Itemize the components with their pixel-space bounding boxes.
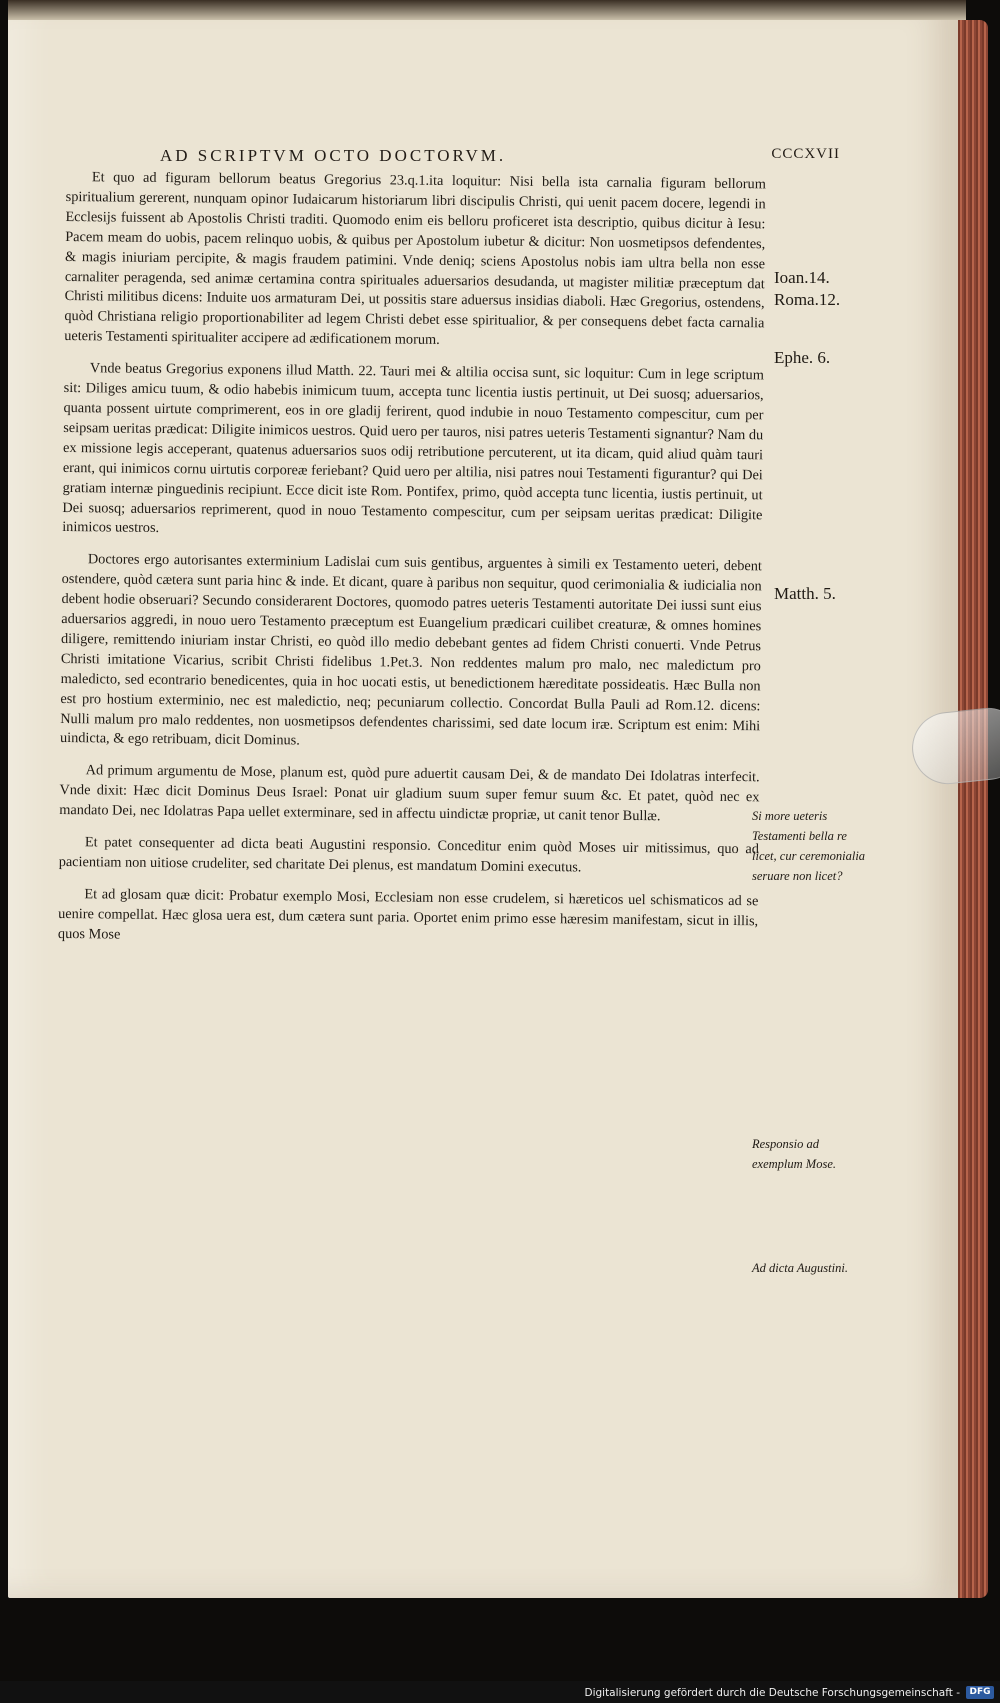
margin-note-ioan: Ioan.14.: [774, 268, 830, 287]
page-header: [160, 146, 840, 166]
paragraph-3: Doctores ergo autorisantes exterminium Ladislai cum suis gentibus, arguentes à simili ex Testamento ueteri, debent ostendere, quòd cætera sunt paria hinc & inde. Et dicant, quare à paribus non sequitur, quod cerimonialia & iudicialia non debent hodie obseruari? Secundo considerarent Doctores, quomodo patres ueteris Testamenti autoritate Dei iussi sunt eius aduersarios aggredi, in nouo uero Testamento præceptum est Euangelium prædicari cuilibet creaturæ, & omnes homines diligere, remittendo iniuriam instar Christi, eo quòd illo medio debebant gentes ad fidem Christi conuerti. Vnde Petrus Christi imitatione Vicarius, scribit Christi fidelibus 1.Pet.3. Non reddentes malum pro malo, nec maledictum pro maledicto, sed econtrario benedicentes, quia in hoc uocati estis, ut benedictionem hæreditate possideatis. Hæc Bulla non est pro hostium exterminio, nec est maledictio, neq; pecuniarum collectio. Concordat Bulla Pauli ad Rom.12. dicens: Nulli malum pro malo reddentes, non uosmetipsos defendentes charissimi, sed date locum iræ. Scriptum est enim: Mihi uindicta, & ego retribuam, dicit Dominus.: [59, 551, 762, 749]
folio-number: CCCXVII: [771, 146, 840, 162]
paragraph-1: Et quo ad figuram bellorum beatus Gregorius 23.q.1.ita loquitur: Nisi bella ista carnalia figuram bellorum spiritualium gererent, nunquam opinor Iudaicarum historiarum libri discipulis Christi, qui uenit pacem docere, legendi in Ecclesijs fuissent ab Apostolis Christi traditi. Quomodo enim eis belloru proficeret ista descriptio, quibus dicitur à Iesu: Pacem meam do uobis, pacem relinquo uobis, & quibus per Apostolum iubetur & dicitur: Non uosmetipsos defendentes, & magis iniuriam percipite, & magis fraudem patimini. Vnde deniq; sciens Apostolus nobis iam ultra bella non esse carnaliter peragenda, sed animæ certamina contra spirituales aduersarios desudanda, ut magister militiæ præceptum dat Christi militibus dicens: Induite uos armaturam Dei, ut possitis stare aduersus insidias diaboli. Hæc Gregorius, ostendens, quòd Christiana religio proportionabiliter ad legem Christi debet esse spiritualior, & per consequens debet facta carnalia ueteris Testamenti spiritualiter accipere ad ædificationem morum.: [64, 169, 766, 349]
margin-note-matth: Matth. 5.: [774, 584, 836, 603]
margin-note-roma: Roma.12.: [774, 290, 841, 309]
running-head: AD SCRIPTVM OCTO DOCTORVM.: [160, 146, 507, 165]
credit-text: Digitalisierung gefördert durch die Deutsche Forschungsgemeinschaft -: [584, 1687, 960, 1699]
margin-note-moses: Responsio ad exemplum Mose.: [752, 1137, 836, 1171]
credit-bar: [0, 1681, 1000, 1703]
book-fore-edge: [958, 20, 988, 1598]
main-text: [58, 168, 766, 964]
dfg-logo-icon: DFG: [966, 1686, 994, 1699]
paragraph-5: Et patet consequenter ad dicta beati Augustini responsio. Conceditur enim quòd Moses uir mitissimus, quo ad pacientiam non uitiose crudeliter, sed charitate Dei plenus, est mandatum Domini executus.: [58, 834, 759, 876]
paragraph-6: Et ad glosam quæ dicit: Probatur exemplo Mosi, Ecclesiam non esse crudelem, si hæreticos uel schismaticos ad se uenire compellat. Hæc glosa uera est, dum cætera sunt paria. Oportet enim primo esse hæresim manifestam, sicut in illis, quos Mose: [57, 886, 759, 943]
margin-note-augustini: Ad dicta Augustini.: [752, 1261, 848, 1275]
margin-note-veteris: Si more ueteris Testamenti bella re licet, cur ceremonialia seruare non licet?: [752, 809, 866, 883]
paragraph-4: Ad primum argumentu de Mose, planum est, quòd pure aduertit causam Dei, & de mandato Dei Idolatras interfecit. Vnde dixit: Hæc dicit Dominus Deus Israel: Ponat uir gladium suum super femur suum &c. Et patet, quòd nec ex mandato Dei, nec Idolatras Papa uellet exterminare, sed in affectu uindictæ propriæ, ut canit tenor Bullæ.: [59, 762, 760, 825]
page-top-shadow: [8, 0, 966, 20]
paragraph-2: Vnde beatus Gregorius exponens illud Matth. 22. Tauri mei & altilia occisa sunt, sic loquitur: Cum in lege scriptum sit: Diliges amicu tuum, & odio habebis inimicum tuum, accepta tunc licentia iustis pertinuit, ut Dei suosq; aduersarios, quanta possent uirtute comprimerent, eos in ore gladij ferirent, quod indubie in nouo Testamento compescitur, cum per seipsam ueritas prædicat: Diligite inimicos uestros. Quid uero per tauros, nisi patres ueteris Testamenti signantur? Nam du ex missione legis acceperant, quatenus aduersarios suos odij retributione percuterent, ut ita dicam, quid aliud quàm tauri erant, qui inimicos cornu uirtutis corporeæ feriebant? Quid uero per altilia, nisi patres noui Testamenti figurantur? qui Dei gratiam internæ pinguedinis recipiunt. Ecce dicit iste Rom. Pontifex, primo, quòd accepta tunc licentia, iustis pertinuit, ut Dei suosq; aduersarios reprimerent, quod in nouo Testamento compescitur, cum per seipsam ueritas prædicat: Diligite inimicos uestros.: [62, 360, 764, 537]
margin-note-ephe: Ephe. 6.: [774, 348, 831, 367]
